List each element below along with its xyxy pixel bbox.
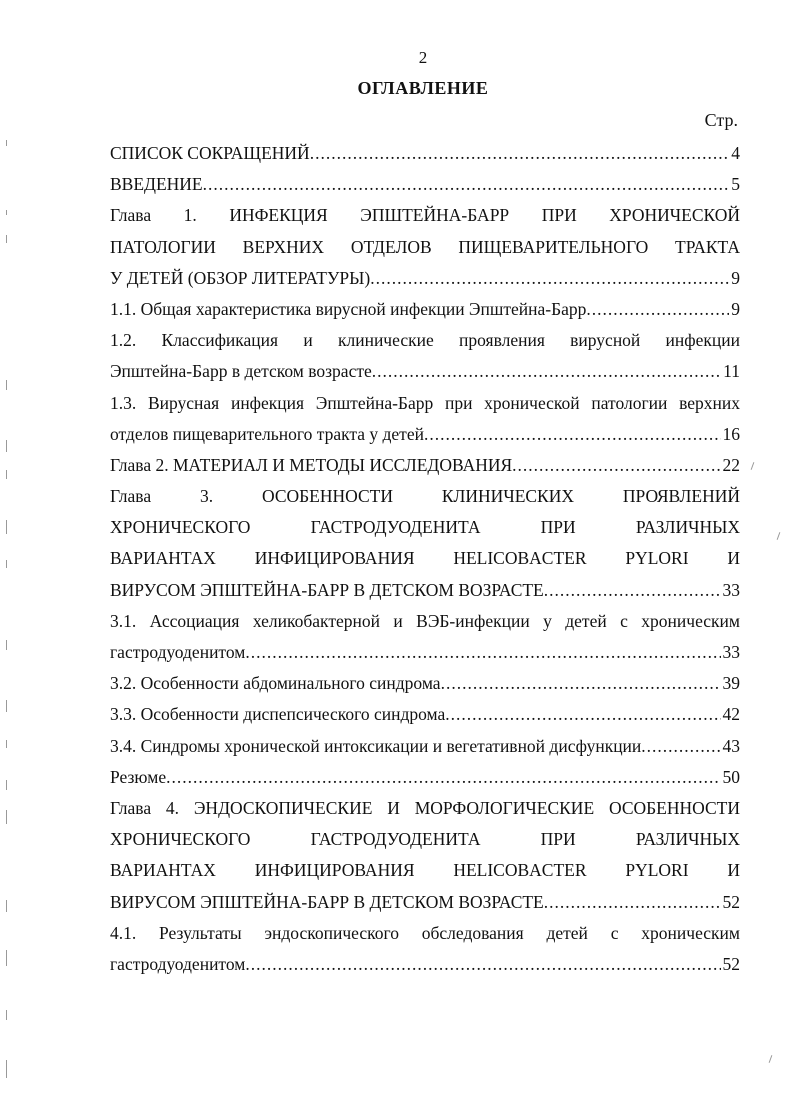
toc-entry-title: Резюме (110, 766, 167, 787)
toc-entry-line: Глава 3. ОСОБЕННОСТИ КЛИНИЧЕСКИХ ПРОЯВЛЕНИЙ (110, 486, 740, 507)
toc-dot-leader (544, 887, 721, 918)
toc-entry-page: 16 (722, 423, 740, 444)
page-title: ОГЛАВЛЕНИЕ (357, 78, 489, 98)
toc-entry-title: Глава 2. МАТЕРИАЛ И МЕТОДЫ ИССЛЕДОВАНИЯ (110, 454, 513, 475)
toc-entry-last-line (110, 731, 740, 762)
toc-entry-title: 3.4. Синдромы хронической интоксикации и вегетативной дисфункции (110, 735, 642, 756)
toc-entry-page: 33 (722, 579, 740, 600)
toc-dot-leader (203, 169, 730, 200)
toc-entry-line: 1.3. Вирусная инфекция Эпштейна-Барр при хронической патологии верхних (110, 392, 740, 413)
toc-entry-line: 4.1. Результаты эндоскопического обследования детей с хроническим (110, 922, 740, 943)
toc-entry-line: 1.2. Классификация и клинические проявления вирусной инфекции (110, 330, 740, 351)
toc-entry (110, 793, 740, 918)
toc-dot-leader (372, 356, 721, 387)
toc-entry (110, 918, 740, 980)
toc-entry-page: 22 (722, 454, 740, 475)
toc-entry-page: 9 (731, 267, 740, 288)
toc-entry-line: ХРОНИЧЕСКОГО ГАСТРОДУОДЕНИТА ПРИ РАЗЛИЧНЫХ (110, 829, 740, 850)
toc-entry-title: ВИРУСОМ ЭПШТЕЙНА-БАРР В ДЕТСКОМ ВОЗРАСТЕ (110, 891, 544, 912)
toc-entry (110, 138, 740, 169)
toc-entry-line: Глава 1. ИНФЕКЦИЯ ЭПШТЕЙНА-БАРР ПРИ ХРОНИЧЕСКОЙ (110, 205, 740, 226)
toc-entry (110, 200, 740, 294)
toc-entry-page: 42 (722, 704, 740, 725)
toc-entry (110, 388, 740, 450)
toc-entry-page: 39 (722, 673, 740, 694)
toc-entry (110, 481, 740, 606)
toc-entry-page: 5 (731, 174, 740, 195)
toc-entry-title: Эпштейна-Барр в детском возрасте (110, 361, 372, 382)
toc-entry-line: ВАРИАНТАХ ИНФИЦИРОВАНИЯ HELICOBACTER PYLORI И (110, 860, 740, 881)
toc-entry-page: 11 (723, 361, 740, 382)
scan-margin-marks (4, 140, 12, 1090)
toc-entry-page: 52 (722, 891, 740, 912)
table-of-contents (110, 138, 740, 980)
toc-entry-line: ПАТОЛОГИИ ВЕРХНИХ ОТДЕЛОВ ПИЩЕВАРИТЕЛЬНОГО ТРАКТА (110, 236, 740, 257)
toc-entry-last-line (110, 699, 740, 730)
toc-entry-title: отделов пищеварительного тракта у детей (110, 423, 424, 444)
toc-dot-leader (641, 731, 720, 762)
toc-entry-title: 3.2. Особенности абдоминального синдрома (110, 673, 441, 694)
toc-entry (110, 762, 740, 793)
toc-entry (110, 606, 740, 668)
toc-entry-title: ВВЕДЕНИЕ (110, 174, 203, 195)
toc-entry-last-line (110, 263, 740, 294)
toc-entry-page: 50 (722, 766, 740, 787)
toc-entry-title: 1.1. Общая характеристика вирусной инфекции Эпштейна-Барр (110, 298, 587, 319)
toc-entry-page: 9 (731, 298, 740, 319)
toc-entry-last-line (110, 668, 740, 699)
page-column-label: Стр. (704, 110, 738, 130)
toc-entry-last-line (110, 450, 740, 481)
toc-entry (110, 668, 740, 699)
toc-dot-leader (310, 138, 730, 169)
toc-entry-title: гастродуоденитом (110, 642, 246, 662)
toc-entry-last-line (110, 294, 740, 325)
toc-dot-leader (166, 762, 720, 793)
toc-entry-title: СПИСОК СОКРАЩЕНИЙ (110, 143, 310, 163)
toc-dot-leader (445, 699, 720, 730)
toc-dot-leader (245, 949, 720, 980)
toc-dot-leader (544, 575, 721, 606)
toc-entry-page: 4 (731, 143, 740, 163)
toc-dot-leader (245, 637, 720, 668)
page-number: 2 (418, 48, 428, 67)
toc-entry (110, 699, 740, 730)
toc-entry-last-line (110, 419, 740, 450)
toc-entry-last-line (110, 169, 740, 200)
toc-entry-title: У ДЕТЕЙ (ОБЗОР ЛИТЕРАТУРЫ) (110, 267, 371, 288)
toc-entry-line: ВАРИАНТАХ ИНФИЦИРОВАНИЯ HELICOBACTER PYLORI И (110, 548, 740, 569)
toc-entry-line: ХРОНИЧЕСКОГО ГАСТРОДУОДЕНИТА ПРИ РАЗЛИЧНЫХ (110, 517, 740, 538)
toc-entry-title: 3.3. Особенности диспепсического синдрома (110, 704, 446, 725)
toc-dot-leader (586, 294, 729, 325)
toc-entry-line: 3.1. Ассоциация хеликобактерной и ВЭБ-инфекции у детей с хроническим (110, 610, 740, 631)
toc-entry-last-line (110, 762, 740, 793)
toc-entry-page: 43 (722, 735, 740, 756)
toc-entry-last-line (110, 356, 740, 387)
toc-entry-last-line (110, 575, 740, 606)
toc-entry (110, 169, 740, 200)
toc-dot-leader (370, 263, 729, 294)
toc-entry-last-line (110, 637, 740, 668)
toc-entry-last-line (110, 949, 740, 980)
toc-entry (110, 325, 740, 387)
scan-right-marks (750, 460, 780, 1060)
toc-entry-last-line (110, 138, 740, 169)
toc-entry-title: ВИРУСОМ ЭПШТЕЙНА-БАРР В ДЕТСКОМ ВОЗРАСТЕ (110, 579, 544, 600)
toc-entry (110, 731, 740, 762)
toc-dot-leader (512, 450, 720, 481)
toc-entry-title: гастродуоденитом (110, 953, 246, 974)
toc-dot-leader (424, 419, 721, 450)
toc-entry (110, 294, 740, 325)
toc-dot-leader (441, 668, 721, 699)
toc-entry (110, 450, 740, 481)
toc-entry-page: 33 (722, 642, 740, 662)
toc-entry-last-line (110, 887, 740, 918)
toc-entry-line: Глава 4. ЭНДОСКОПИЧЕСКИЕ И МОРФОЛОГИЧЕСКИЕ ОСОБЕННОСТИ (110, 797, 740, 818)
toc-entry-page: 52 (722, 953, 740, 974)
